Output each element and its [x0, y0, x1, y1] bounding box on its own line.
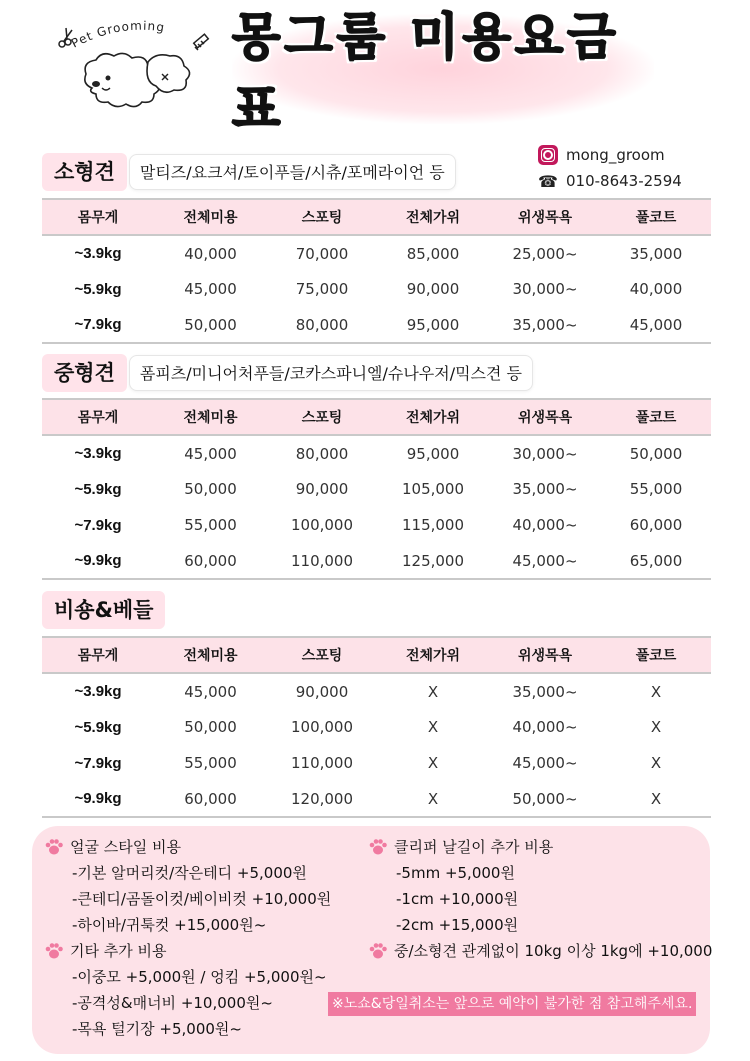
cell: 35,000 [629, 244, 683, 263]
cell: 40,000 [629, 280, 683, 298]
note-line: -큰테디/곰돌이컷/베이비컷 +10,000원 [72, 890, 332, 908]
instagram-icon [538, 145, 558, 165]
cell: 60,000 [154, 781, 267, 817]
cell: ~7.9kg [74, 516, 122, 534]
cell: 55,000 [629, 480, 683, 498]
cell: 55,000 [184, 516, 237, 534]
table-row [42, 673, 711, 709]
cell: X [427, 682, 439, 701]
cell: 40,000 [184, 244, 237, 263]
paw-icon [368, 942, 388, 960]
phone-number: 010-8643-2594 [566, 172, 682, 190]
cell: 90,000 [295, 682, 349, 701]
dog-logo-icon [52, 18, 217, 118]
section-label: 비숑&베들 [42, 591, 165, 629]
cell: 80,000 [267, 307, 377, 343]
paw-icon [44, 942, 64, 960]
note-heading [44, 834, 331, 860]
header-weight: 몸무게 [42, 399, 154, 435]
header-hygiene: 위생목욕 [489, 399, 601, 435]
page-title: 몽그룸 미용요금표 [232, 8, 620, 138]
cell: 120,000 [267, 781, 377, 817]
notes-right [368, 834, 712, 964]
cell: 85,000 [406, 244, 460, 263]
table-row [42, 745, 711, 781]
cell: X [650, 754, 662, 772]
cell: ~3.9kg [74, 445, 122, 462]
price-table-medium [42, 398, 711, 580]
table-row [42, 271, 711, 307]
header-fullcoat: 풀코트 [601, 637, 711, 673]
cell: 35,000~ [512, 682, 578, 701]
contact-info [538, 142, 728, 194]
section-label: 소형견 [42, 153, 127, 191]
svg-text:Pet Grooming [69, 19, 166, 51]
cell: ~5.9kg [74, 480, 122, 498]
section-breeds: 폼피츠/미니어처푸들/코카스파니엘/슈나우저/믹스견 등 [129, 355, 533, 391]
note-line: -목욕 털기장 +5,000원~ [72, 1020, 242, 1038]
cell: 50,000 [154, 307, 267, 343]
instagram-row [538, 142, 728, 168]
cell: X [650, 718, 662, 736]
cell: 50,000 [184, 718, 237, 736]
cell: 45,000 [184, 682, 237, 701]
cell: 25,000~ [512, 244, 578, 263]
cell: 35,000~ [489, 307, 601, 343]
cell: 70,000 [295, 244, 349, 263]
header-sporting: 스포팅 [267, 199, 377, 235]
note-line: -2cm +15,000원 [396, 916, 519, 934]
cell: 50,000 [629, 444, 683, 463]
cell: 95,000 [406, 444, 460, 463]
cell: ~3.9kg [74, 245, 122, 262]
table-row [42, 507, 711, 543]
header-fullcoat: 풀코트 [601, 199, 711, 235]
cell: X [650, 682, 662, 701]
instagram-handle: mong_groom [566, 146, 665, 164]
section-medium-header [42, 354, 533, 392]
logo [52, 18, 217, 118]
section-small-header [42, 153, 456, 191]
table-header-row [42, 637, 711, 673]
note-line: -1cm +10,000원 [396, 890, 519, 908]
cell: 45,000~ [512, 754, 578, 772]
header-full: 전체미용 [154, 199, 267, 235]
cell: ~9.9kg [42, 781, 154, 817]
header-sporting: 스포팅 [267, 637, 377, 673]
phone-row [538, 168, 728, 194]
note-heading [368, 938, 712, 964]
table-row [42, 709, 711, 745]
cell: ~9.9kg [42, 543, 154, 579]
cell: 95,000 [377, 307, 489, 343]
cell: 65,000 [601, 543, 711, 579]
notes-box [32, 826, 713, 1054]
cell: 30,000~ [512, 280, 578, 298]
cell: X [601, 781, 711, 817]
cell: 90,000 [295, 480, 349, 498]
cell: 115,000 [401, 516, 465, 534]
table-header-row [42, 399, 711, 435]
cell: 75,000 [295, 280, 349, 298]
section-bichon-header [42, 591, 165, 629]
cell: 110,000 [267, 543, 377, 579]
note-text: 기타 추가 비용 [70, 942, 167, 960]
cell: 40,000~ [512, 718, 578, 736]
note-text: 클리퍼 날길이 추가 비용 [394, 838, 554, 856]
cell: 35,000~ [512, 480, 578, 498]
cell: 110,000 [290, 754, 354, 772]
section-breeds: 말티즈/요크셔/토이푸들/시츄/포메라이언 등 [129, 154, 456, 190]
cell: ~5.9kg [74, 280, 122, 298]
table-row [42, 435, 711, 471]
note-line: -하이바/귀툭컷 +15,000원~ [72, 916, 267, 934]
cell: ~7.9kg [74, 754, 122, 772]
cell: 90,000 [406, 280, 460, 298]
note-text: 중/소형견 관계없이 10kg 이상 1kg에 +10,000 [394, 942, 713, 960]
header-scissor: 전체가위 [377, 199, 489, 235]
cell: ~3.9kg [74, 683, 122, 700]
price-table-bichon [42, 636, 711, 818]
cell: 55,000 [184, 754, 237, 772]
note-line: -공격성&매너비 +10,000원~ [72, 994, 273, 1012]
table-row [42, 471, 711, 507]
cell: X [427, 754, 439, 772]
header-full: 전체미용 [154, 399, 267, 435]
price-table-small [42, 198, 711, 344]
note-text: 얼굴 스타일 비용 [70, 838, 181, 856]
no-show-warning: ※노쇼&당일취소는 앞으로 예약이 불가한 점 참고해주세요. [328, 992, 696, 1016]
cell: 45,000 [601, 307, 711, 343]
note-line: -5mm +5,000원 [396, 864, 515, 882]
cell: 50,000~ [489, 781, 601, 817]
table-header-row [42, 199, 711, 235]
cell: 125,000 [377, 543, 489, 579]
cell: 40,000~ [512, 516, 578, 534]
note-line: -기본 알머리컷/작은테디 +5,000원 [72, 864, 307, 882]
header-hygiene: 위생목욕 [489, 637, 601, 673]
table-row [42, 235, 711, 271]
header-weight: 몸무게 [42, 637, 154, 673]
cell: ~5.9kg [74, 718, 122, 736]
phone-icon: ☎ [538, 171, 558, 191]
cell: 60,000 [154, 543, 267, 579]
header-hygiene: 위생목욕 [489, 199, 601, 235]
cell: X [427, 718, 439, 736]
header-weight: 몸무게 [42, 199, 154, 235]
header-sporting: 스포팅 [267, 399, 377, 435]
cell: 105,000 [401, 480, 465, 498]
title-banner [232, 8, 654, 138]
table-row [42, 307, 711, 343]
cell: X [377, 781, 489, 817]
paw-icon [44, 838, 64, 856]
cell: 50,000 [184, 480, 237, 498]
paw-icon [368, 838, 388, 856]
section-label: 중형견 [42, 354, 127, 392]
note-line: -이중모 +5,000원 / 엉킴 +5,000원~ [72, 968, 327, 986]
header-scissor: 전체가위 [377, 637, 489, 673]
cell: 45,000 [184, 444, 237, 463]
cell: 80,000 [295, 444, 349, 463]
notes-left [44, 834, 331, 1042]
cell: 100,000 [290, 516, 354, 534]
logo-text: Pet Grooming [68, 18, 167, 51]
header-fullcoat: 풀코트 [601, 399, 711, 435]
cell: 45,000~ [489, 543, 601, 579]
header-full: 전체미용 [154, 637, 267, 673]
table-row [42, 543, 711, 579]
note-heading [368, 834, 712, 860]
note-heading [44, 938, 331, 964]
cell: 30,000~ [512, 444, 578, 463]
header-scissor: 전체가위 [377, 399, 489, 435]
cell: ~7.9kg [42, 307, 154, 343]
cell: 45,000 [184, 280, 237, 298]
table-row [42, 781, 711, 817]
cell: 60,000 [629, 516, 683, 534]
cell: 100,000 [290, 718, 354, 736]
